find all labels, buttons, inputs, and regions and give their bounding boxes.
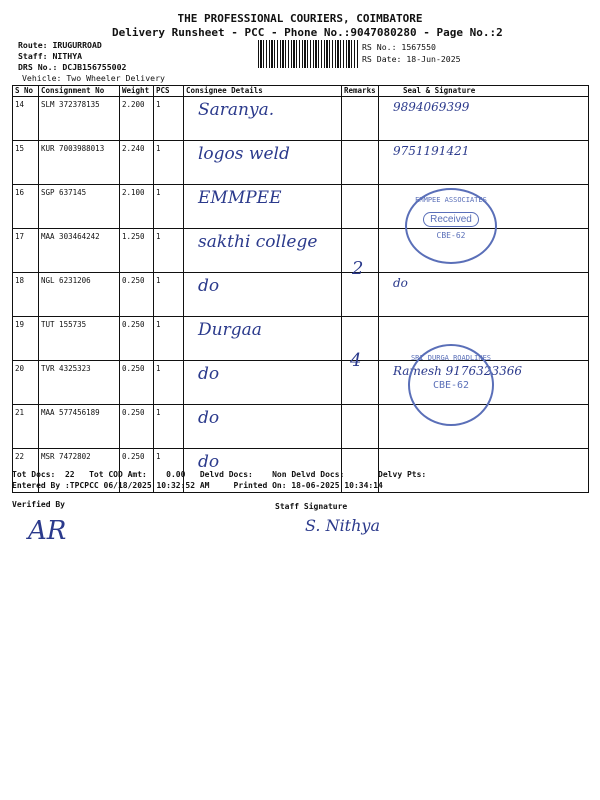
consignment-cell: KUR 7003988013 — [39, 141, 120, 185]
company-title: THE PROFESSIONAL COURIERS, COIMBATORE — [177, 12, 423, 25]
remark-mark-2: 2 — [352, 258, 364, 279]
sno-cell: 16 — [13, 185, 39, 229]
pcs-cell: 1 — [154, 185, 184, 229]
consignment-cell: NGL 6231206 — [39, 273, 120, 317]
rs-date: RS Date: 18-Jun-2025 — [362, 54, 461, 64]
stamp-company: EMMPEE ASSOCIATES — [415, 196, 487, 204]
col-weight: Weight — [120, 86, 154, 97]
sno-cell: 14 — [13, 97, 39, 141]
weight-cell: 0.250 — [120, 361, 154, 405]
entered-line: Entered By :TPCPCC 06/18/2025 10:32:52 AM Printed On: 18-06-2025 10:34:14 — [12, 481, 383, 490]
pcs-cell: 1 — [154, 361, 184, 405]
consignee-cell: logos weld — [184, 141, 342, 185]
pcs-cell: 1 — [154, 229, 184, 273]
table-row — [13, 317, 589, 361]
weight-cell: 2.200 — [120, 97, 154, 141]
pcs-cell: 1 — [154, 449, 184, 493]
consignment-cell: SGP 637145 — [39, 185, 120, 229]
verified-by-label: Verified By — [12, 500, 65, 509]
weight-cell: 2.100 — [120, 185, 154, 229]
col-pcs: PCS — [154, 86, 184, 97]
barcode — [258, 40, 358, 68]
totals-line: Tot Docs: 22 Tot COD Amt: 0.00 Delvd Docs: Non Delvd Docs: Delvy Pts: — [12, 470, 427, 479]
sno-cell: 21 — [13, 405, 39, 449]
staff-handwritten-signature: S. Nithya — [305, 516, 380, 535]
sno-cell: 17 — [13, 229, 39, 273]
verified-signature: AR — [28, 516, 67, 546]
drs-number: DRS No.: DCJB156755002 — [18, 62, 127, 72]
pcs-cell: 1 — [154, 97, 184, 141]
durga-stamp-center: CBE-62 — [432, 380, 470, 391]
col-consignment: Consignment No — [39, 86, 120, 97]
sno-cell: 22 — [13, 449, 39, 493]
table-row — [13, 229, 589, 273]
table-row — [13, 185, 589, 229]
col-seal: Seal & Signature — [379, 86, 589, 97]
vehicle: Vehicle: Two Wheeler Delivery — [22, 73, 165, 83]
staff: Staff: NITHYA — [18, 51, 83, 61]
sno-cell: 15 — [13, 141, 39, 185]
seal-cell: Ramesh 9176323366 — [379, 361, 589, 405]
weight-cell: 2.240 — [120, 141, 154, 185]
seal-cell: 9894069399 — [379, 97, 589, 141]
weight-cell: 1.250 — [120, 229, 154, 273]
sno-cell: 19 — [13, 317, 39, 361]
seal-cell: 9751191421 — [379, 141, 589, 185]
table-row — [13, 405, 589, 449]
table-header-row — [13, 86, 589, 97]
consignee-cell: Durgaa — [184, 317, 342, 361]
weight-cell: 0.250 — [120, 317, 154, 361]
staff-signature-label: Staff Signature — [275, 502, 348, 511]
remarks-cell — [342, 405, 379, 449]
pcs-cell: 1 — [154, 141, 184, 185]
sno-cell: 18 — [13, 273, 39, 317]
table-row — [13, 141, 589, 185]
consignee-cell: do — [184, 405, 342, 449]
consignment-cell: TVR 4325323 — [39, 361, 120, 405]
table-row — [13, 361, 589, 405]
col-remarks: Remarks — [342, 86, 379, 97]
stamp-received: Received — [423, 212, 479, 227]
weight-cell: 0.250 — [120, 273, 154, 317]
consignment-cell: TUT 155735 — [39, 317, 120, 361]
sno-cell: 20 — [13, 361, 39, 405]
weight-cell: 0.250 — [120, 449, 154, 493]
pcs-cell: 1 — [154, 273, 184, 317]
consignee-cell: do — [184, 449, 342, 493]
table-row — [13, 97, 589, 141]
runsheet-table — [12, 85, 589, 493]
consignee-cell: Saranya. — [184, 97, 342, 141]
route: Route: IRUGURROAD — [18, 40, 102, 50]
remarks-cell — [342, 97, 379, 141]
consignment-cell: MAA 577456189 — [39, 405, 120, 449]
col-consignee: Consignee Details — [184, 86, 342, 97]
table-row — [13, 273, 589, 317]
seal-cell: do — [379, 273, 589, 317]
consignment-cell: MSR 7472802 — [39, 449, 120, 493]
remarks-cell — [342, 273, 379, 317]
runsheet-title: Delivery Runsheet - PCC - Phone No.:9047080280 - Page No.:2 — [112, 26, 503, 39]
rs-number: RS No.: 1567550 — [362, 42, 436, 52]
pcs-cell: 1 — [154, 405, 184, 449]
pcs-cell: 1 — [154, 317, 184, 361]
stamp-cbe: CBE-62 — [436, 231, 466, 240]
durga-stamp-ring: SRI DURGA ROADLINES — [410, 354, 492, 362]
consignee-cell: EMMPEE — [184, 185, 342, 229]
col-sno: S No — [13, 86, 39, 97]
consignee-cell: do — [184, 361, 342, 405]
remarks-cell — [342, 141, 379, 185]
emmpee-stamp — [405, 188, 497, 264]
durga-stamp — [408, 344, 494, 426]
consignment-cell: MAA 303464242 — [39, 229, 120, 273]
consignee-cell: do — [184, 273, 342, 317]
remark-mark-4: 4 — [350, 350, 362, 371]
weight-cell: 0.250 — [120, 405, 154, 449]
consignee-cell: sakthi college — [184, 229, 342, 273]
consignment-cell: SLM 372378135 — [39, 97, 120, 141]
remarks-cell — [342, 185, 379, 229]
